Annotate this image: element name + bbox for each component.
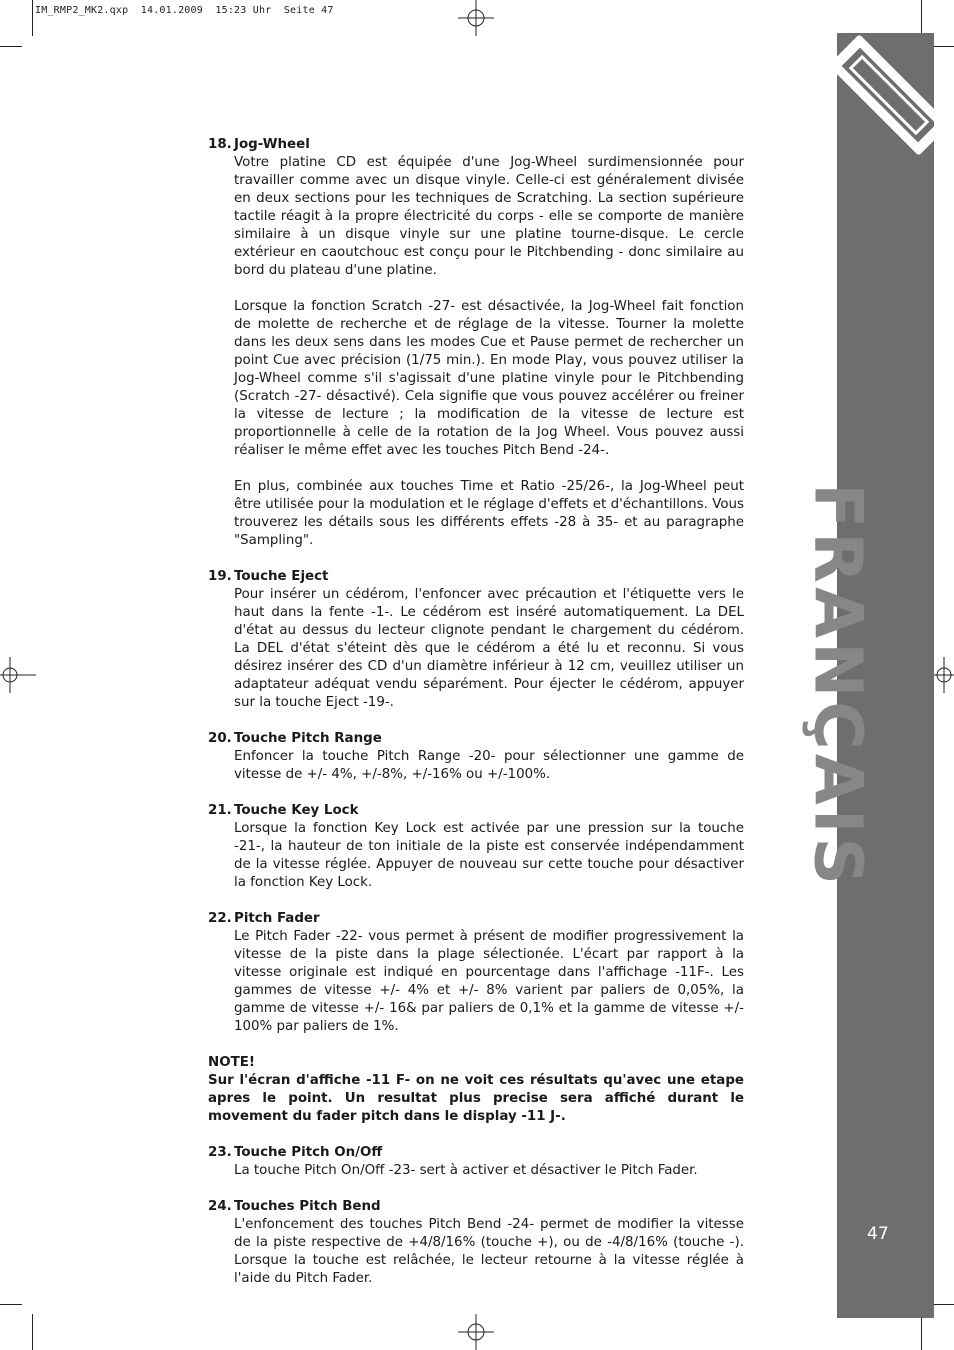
paragraph: La touche Pitch On/Off -23- sert à activer et désactiver le Pitch Fader.	[234, 1163, 698, 1178]
section-title: Touches Pitch Bend	[234, 1199, 381, 1214]
paragraph: Pour insérer un cédérom, l'enfoncer avec précaution et l'étiquette vers le haut dans la fente -1-. Le cédérom est inséré automatiquement. La DEL d'état au dessus du lecteur clignote pendant le chargement du cédérom. La DEL d'état s'éteint dès que le cédérom a été lu et reconnu. Si vous désirez insérer des CD d'un diamètre inférieur à 12 cm, veuillez utiliser un adaptateur adéquat vendu séparément. Pour éjecter le cédérom, appuyer sur la touche Eject -19-.	[234, 587, 744, 710]
crop-mark-bottom-right-h	[932, 1304, 954, 1305]
section-pitch-bend	[208, 1198, 744, 1288]
crop-mark-bottom-left-h	[0, 1304, 22, 1305]
note-block	[208, 1054, 744, 1126]
section-heading	[208, 136, 744, 154]
registration-mark-bottom-icon	[458, 1314, 494, 1350]
crop-mark-top-left-h	[0, 46, 22, 47]
section-key-lock	[208, 802, 744, 892]
main-content	[208, 136, 744, 1306]
section-heading	[208, 802, 744, 820]
paragraph: Votre platine CD est équipée d'une Jog-Wheel surdimensionnée pour travailler comme avec un disque vinyle. Celle-ci est généralement divisée en deux sections pour les techniques de Scratching. La section supérieure tactile réagit à la propre électricité du corps - elle se comporte de manière similaire à un disque vinyle sur une platine tourne-disque. Le cercle extérieur en caoutchouc est conçu pour le Pitchbending - donc similaire au bord du plateau d'une platine.	[234, 155, 744, 278]
crop-mark-bottom-right-v	[921, 1314, 922, 1350]
registration-mark-top-icon	[458, 0, 494, 36]
paragraph: L'enfoncement des touches Pitch Bend -24- permet de modifier la vitesse de la piste respective de +4/8/16% (touche +), ou de -4/8/16% (touche -). Lorsque la touche est relâchée, le lecteur retourne à la vitesse réglée à l'aide du Pitch Fader.	[234, 1217, 744, 1286]
section-jog-wheel	[208, 136, 744, 550]
section-number: 18.	[208, 137, 232, 152]
paragraph: En plus, combinée aux touches Time et Ratio -25/26-, la Jog-Wheel peut être utilisée pour la modulation et le réglage d'effets et d'échantillons. Vous trouverez les détails sous les différents effets -28 à 35- et au paragraphe "Sampling".	[234, 479, 744, 548]
section-touche-eject	[208, 568, 744, 712]
section-title: Jog-Wheel	[234, 137, 310, 152]
paragraph: Lorsque la fonction Scratch -27- est désactivée, la Jog-Wheel fait fonction de molette de recherche et de réglage de la vitesse. Tourner la molette dans les deux sens dans les modes Cue et Pause permet de rechercher un point Cue avec précision (1/75 min.). En mode Play, vous pouvez utiliser la Jog-Wheel comme s'il s'agissait d'une platine vinyle pour le Pitchbending (Scratch -27- désactivé). Cela signifie que vous pouvez accélérer ou freiner la vitesse de lecture ; la modification de la vitesse de lecture est proportionnelle à celle de la rotation de la Jog Wheel. Vous pouvez aussi réaliser le même effet avec les touches Pitch Bend -24-.	[234, 299, 744, 458]
section-heading	[208, 910, 744, 928]
section-title: Touche Pitch Range	[234, 731, 382, 746]
section-number: 20.	[208, 731, 232, 746]
registration-mark-left-icon	[0, 657, 36, 693]
crop-mark-top-left-v	[32, 0, 33, 36]
section-heading	[208, 730, 744, 748]
section-pitch-on-off	[208, 1144, 744, 1180]
brand-emblem-icon	[837, 33, 934, 163]
section-title: Pitch Fader	[234, 911, 320, 926]
section-title: Touche Eject	[234, 569, 329, 584]
section-number: 21.	[208, 803, 232, 818]
section-heading	[208, 1198, 744, 1216]
paragraph: Le Pitch Fader -22- vous permet à présent de modifier progressivement la vitesse de la piste dans la plage sélectionée. L'écart par rapport à la vitesse originale est indiqué en pourcentage dans l'affichage -11F-. Les gammes de vitesse +/- 4% et +/- 8% varient par paliers de 0,05%, la gamme de vitesse +/- 16& par paliers de 0,1% et la gamme de vitesse +/- 100% par paliers de 1%.	[234, 929, 744, 1034]
crop-mark-bottom-left-v	[32, 1314, 33, 1350]
section-pitch-fader	[208, 910, 744, 1036]
section-number: 24.	[208, 1199, 232, 1214]
section-heading	[208, 568, 744, 586]
paragraph: Lorsque la fonction Key Lock est activée par une pression sur la touche -21-, la hauteur de ton initiale de la piste est conservée indépendamment de la vitesse réglée. Appuyer de nouveau sur cette touche pour désactiver la fonction Key Lock.	[234, 821, 744, 890]
page-number: 47	[867, 1224, 889, 1244]
note-title: NOTE!	[208, 1055, 255, 1070]
section-title: Touche Key Lock	[234, 803, 359, 818]
language-label: FRANÇAIS	[799, 483, 877, 889]
note-text: Sur l'écran d'affiche -11 F- on ne voit ces résultats qu'avec une etape apres le point. Un resultat plus precise sera affiché durant le movement du fader pitch dans le display -11 J-.	[208, 1073, 744, 1124]
section-title: Touche Pitch On/Off	[234, 1145, 383, 1160]
crop-mark-top-right-v	[921, 0, 922, 36]
section-number: 23.	[208, 1145, 232, 1160]
paragraph: Enfoncer la touche Pitch Range -20- pour sélectionner une gamme de vitesse de +/- 4%, +/-8%, +/-16% ou +/-100%.	[234, 749, 744, 782]
section-number: 22.	[208, 911, 232, 926]
print-slug: IM_RMP2_MK2.qxp 14.01.2009 15:23 Uhr Seite 47	[35, 5, 334, 16]
section-pitch-range	[208, 730, 744, 784]
crop-mark-top-right-h	[932, 46, 954, 47]
section-number: 19.	[208, 569, 232, 584]
section-heading	[208, 1144, 744, 1162]
